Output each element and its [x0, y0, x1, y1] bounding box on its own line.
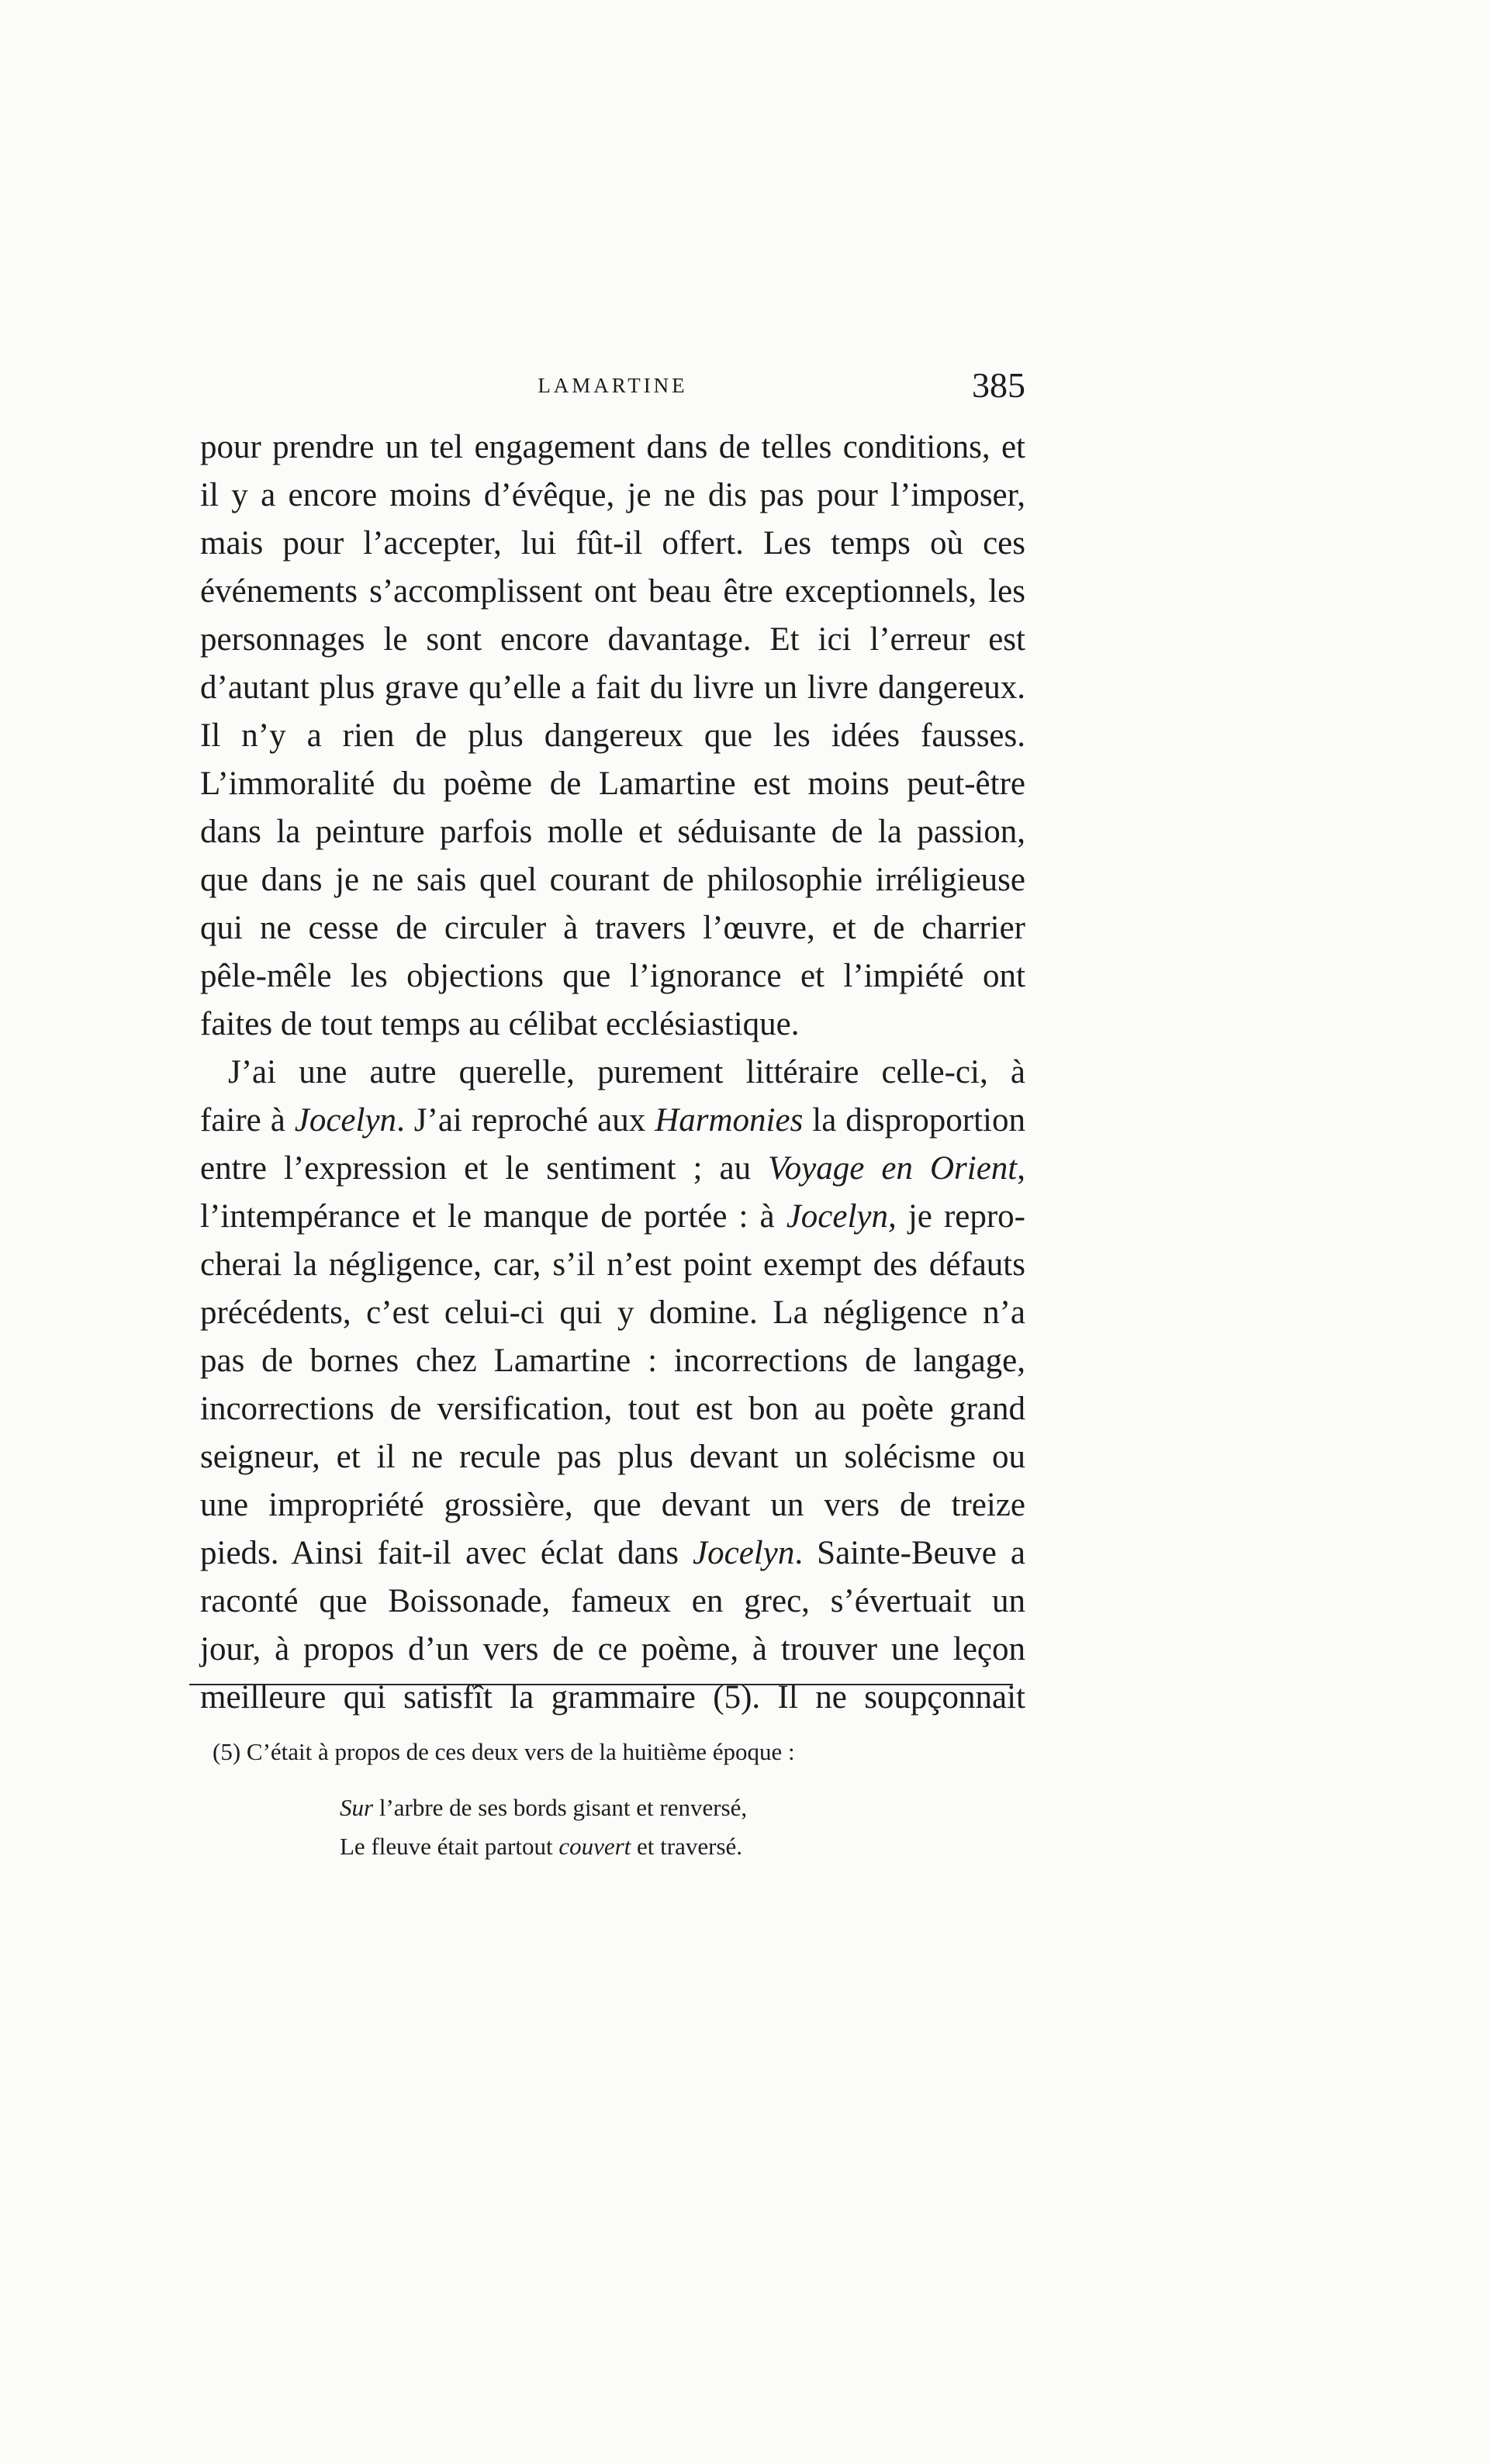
title-jocelyn: Jocelyn,: [786, 1198, 897, 1235]
text-line: entre l’expression et le sentiment ; au Voyage en Orient,: [200, 1150, 1025, 1187]
footnote-rule: [189, 1684, 1013, 1685]
text-line: une impropriété grossière, que devant un vers de treize: [200, 1487, 1025, 1523]
text-line: faites de tout temps au célibat ecclésiastique.: [200, 1006, 800, 1042]
text-line: que dans je ne sais quel courant de philosophie irréligieuse: [200, 862, 1025, 898]
text-line: mais pour l’accepter, lui fût-il offert. Les temps où ces: [200, 525, 1025, 562]
text-line: seigneur, et il ne recule pas plus devant un solécisme ou: [200, 1439, 1025, 1475]
text-line: événements s’accomplissent ont beau être exceptionnels, les: [200, 573, 1025, 610]
footnote: (5) C’était à propos de ces deux vers de la huitième époque :: [213, 1738, 795, 1765]
text-line: incorrections de versification, tout est bon au poète grand: [200, 1391, 1025, 1427]
text-line: il y a encore moins d’évêque, je ne dis pas pour l’imposer,: [200, 477, 1025, 513]
text-line: l’intempérance et le manque de portée : à Jocelyn, je repro-: [200, 1198, 1025, 1235]
title-jocelyn: Jocelyn: [294, 1102, 397, 1139]
text-line: personnages le sont encore davantage. Et ici l’erreur est: [200, 621, 1025, 658]
running-head: LAMARTINE: [538, 374, 688, 397]
text-line: raconté que Boissonade, fameux en grec, s’évertuait un: [200, 1583, 1025, 1619]
text-line: meilleure qui satisfît la grammaire (5). Il ne soupçonnait: [200, 1679, 1025, 1716]
text-line: qui ne cesse de circuler à travers l’œuvre, et de charrier: [200, 910, 1025, 946]
text-line: précédents, c’est celui-ci qui y domine. La négligence n’a: [200, 1294, 1025, 1331]
text-line: J’ai une autre querelle, purement littéraire celle-ci, à: [228, 1054, 1025, 1090]
text-line: pour prendre un tel engagement dans de telles conditions, et: [200, 429, 1025, 465]
page-number: 385: [972, 365, 1025, 405]
title-voyage-en-orient: Voyage en Orient: [768, 1150, 1018, 1187]
page-header: [200, 365, 1025, 419]
text-line: L’immoralité du poème de Lamartine est moins peut-être: [200, 765, 1025, 802]
text-line: pas de bornes chez Lamartine : incorrections de langage,: [200, 1343, 1025, 1379]
text-line: dans la peinture parfois molle et séduisante de la passion,: [200, 814, 1025, 850]
main-text: [200, 423, 1025, 1722]
footnote-verse: Sur l’arbre de ses bords gisant et renversé,: [340, 1794, 748, 1821]
text-line: jour, à propos d’un vers de ce poème, à trouver une leçon: [200, 1631, 1025, 1667]
title-jocelyn: Jocelyn: [693, 1535, 795, 1571]
text-line: Il n’y a rien de plus dangereux que les idées fausses.: [200, 717, 1025, 754]
text-line: pêle-mêle les objections que l’ignorance et l’impiété ont: [200, 958, 1025, 994]
footnote-verse: Le fleuve était partout couvert et traversé.: [340, 1833, 743, 1860]
text-line: faire à Jocelyn. J’ai reproché aux Harmonies la disproportion: [200, 1102, 1025, 1139]
text-line: d’autant plus grave qu’elle a fait du livre un livre dangereux.: [200, 669, 1025, 706]
text-line: cherai la négligence, car, s’il n’est point exempt des défauts: [200, 1246, 1025, 1283]
title-harmonies: Harmonies: [655, 1102, 804, 1139]
text-line: pieds. Ainsi fait-il avec éclat dans Jocelyn. Sainte-Beuve a: [200, 1535, 1025, 1571]
